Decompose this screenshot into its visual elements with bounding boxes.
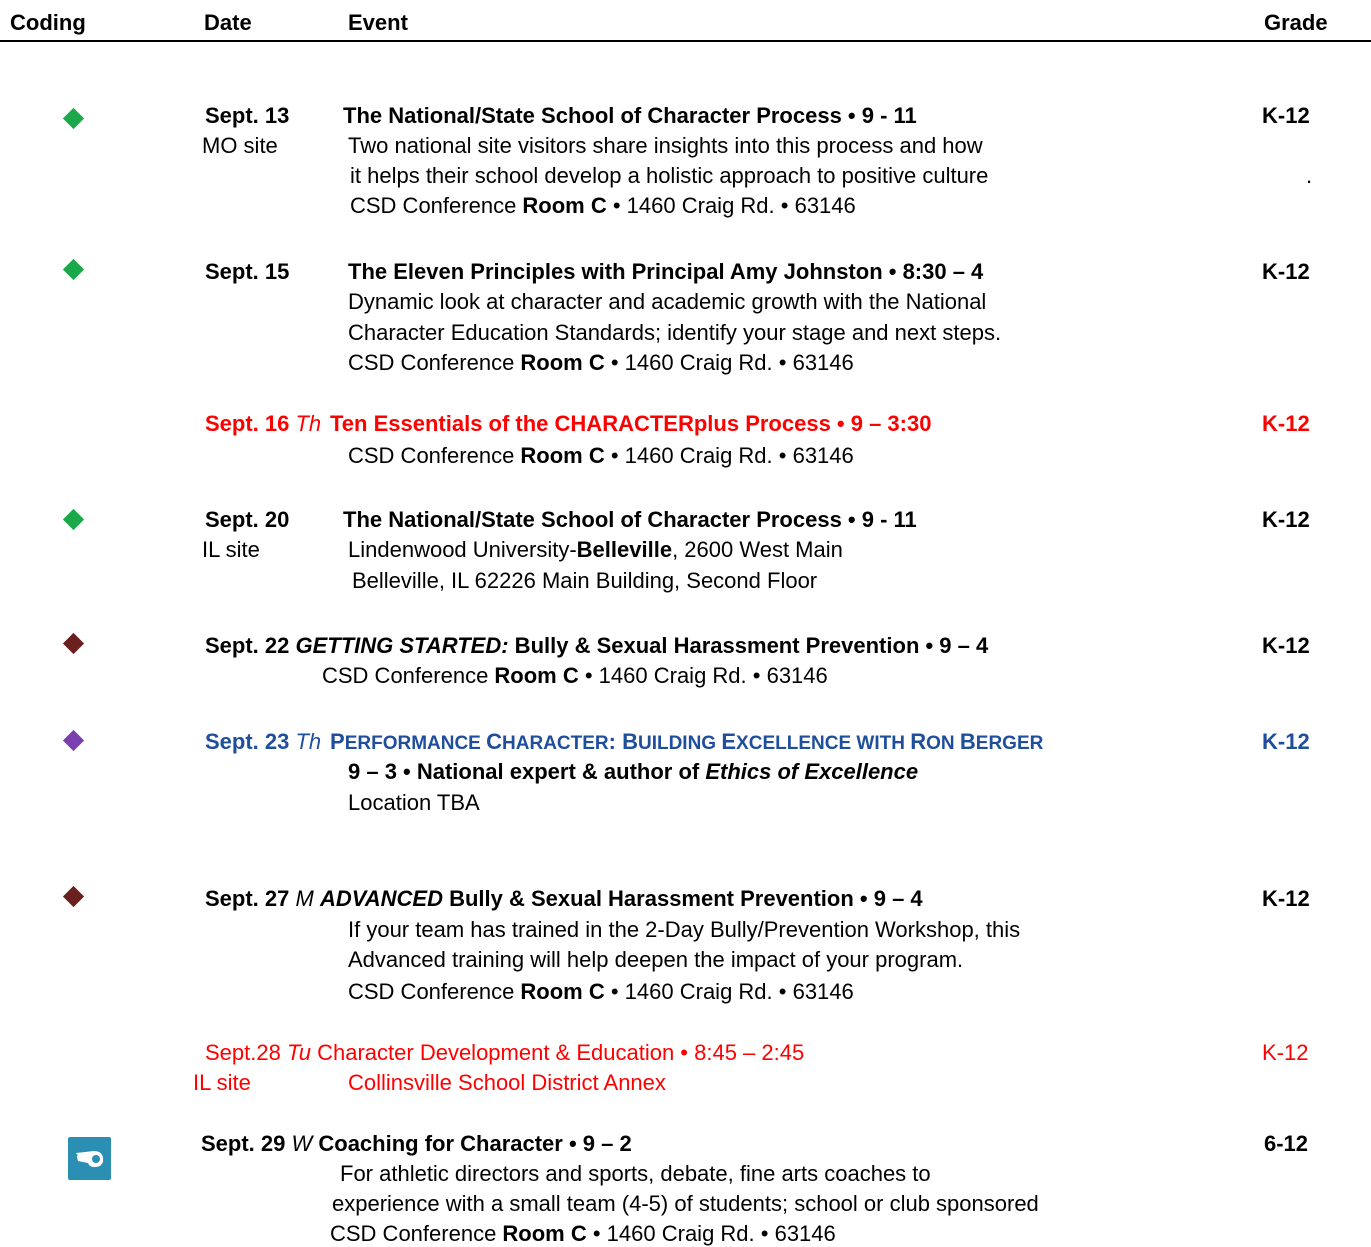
event-location: CSD Conference Room C • 1460 Craig Rd. • 63146 bbox=[348, 443, 854, 468]
event-description: Advanced training will help deepen the impact of your program. bbox=[348, 947, 964, 972]
event-grade: K-12 bbox=[1262, 507, 1310, 532]
event-title: Ten Essentials of the CHARACTERplus Process • 9 – 3:30 bbox=[330, 411, 932, 436]
event-date: Sept. 20 bbox=[205, 507, 290, 532]
event-title: Sept. 22 GETTING STARTED: Bully & Sexual Harassment Prevention • 9 – 4 bbox=[205, 633, 989, 658]
event-location: CSD Conference Room C • 1460 Craig Rd. • 63146 bbox=[322, 663, 828, 688]
purple-diamond-icon bbox=[63, 730, 84, 751]
header-coding: Coding bbox=[10, 10, 86, 35]
event-title: Sept. 29 W Coaching for Character • 9 – 2 bbox=[201, 1131, 632, 1156]
event-title: Sept. 27 M ADVANCED Bully & Sexual Harassment Prevention • 9 – 4 bbox=[205, 886, 923, 911]
event-location: Collinsville School District Annex bbox=[348, 1070, 666, 1095]
event-description: Two national site visitors share insights into this process and how bbox=[348, 133, 983, 158]
event-grade: K-12 bbox=[1262, 886, 1310, 911]
event-grade: K-12 bbox=[1262, 729, 1310, 754]
event-description: If your team has trained in the 2-Day Bully/Prevention Workshop, this bbox=[348, 917, 1021, 942]
event-site: IL site bbox=[193, 1070, 251, 1095]
event-description: Dynamic look at character and academic growth with the National bbox=[348, 289, 987, 314]
event-description: Character Education Standards; identify your stage and next steps. bbox=[348, 320, 1002, 345]
event-location: CSD Conference Room C • 1460 Craig Rd. • 63146 bbox=[330, 1221, 836, 1246]
event-title: The Eleven Principles with Principal Amy Johnston • 8:30 – 4 bbox=[348, 259, 984, 284]
header-date: Date bbox=[204, 10, 252, 35]
event-site: IL site bbox=[202, 537, 260, 562]
maroon-diamond-icon bbox=[63, 633, 84, 654]
event-grade: K-12 bbox=[1262, 1040, 1309, 1065]
event-title: The National/State School of Character Process • 9 - 11 bbox=[343, 103, 917, 128]
event-description: experience with a small team (4-5) of students; school or club sponsored bbox=[332, 1191, 1039, 1216]
event-grade: K-12 bbox=[1262, 633, 1310, 658]
event-grade: K-12 bbox=[1262, 411, 1310, 436]
event-location: CSD Conference Room C • 1460 Craig Rd. • 63146 bbox=[348, 350, 854, 375]
event-site: MO site bbox=[202, 133, 278, 158]
event-title: The National/State School of Character Process • 9 - 11 bbox=[343, 507, 917, 532]
event-title: PERFORMANCE CHARACTER: BUILDING EXCELLENCE WITH RON BERGER bbox=[330, 729, 1044, 754]
event-grade: K-12 bbox=[1262, 259, 1310, 284]
event-grade: K-12 bbox=[1262, 103, 1310, 128]
event-date: Sept. 16 Th bbox=[205, 411, 322, 436]
green-diamond-icon bbox=[63, 108, 84, 129]
event-address: Belleville, IL 62226 Main Building, Second Floor bbox=[352, 568, 818, 593]
green-diamond-icon bbox=[63, 259, 84, 280]
header-rule bbox=[0, 40, 1371, 42]
whistle-icon bbox=[68, 1137, 111, 1180]
event-date: Sept. 23 Th bbox=[205, 729, 322, 754]
event-title: Sept.28 Tu Character Development & Education • 8:45 – 2:45 bbox=[205, 1040, 805, 1065]
event-description: For athletic directors and sports, debate, fine arts coaches to bbox=[340, 1161, 931, 1186]
header-grade: Grade bbox=[1264, 10, 1328, 35]
header-event: Event bbox=[348, 10, 408, 35]
event-description: it helps their school develop a holistic approach to positive culture bbox=[350, 163, 989, 188]
event-grade: 6-12 bbox=[1264, 1131, 1309, 1156]
event-subtitle: 9 – 3 • National expert & author of Ethics of Excellence bbox=[348, 759, 919, 784]
event-location: CSD Conference Room C • 1460 Craig Rd. • 63146 bbox=[350, 193, 856, 218]
event-grade-dot: . bbox=[1306, 163, 1313, 188]
event-location: Location TBA bbox=[348, 790, 480, 815]
maroon-diamond-icon bbox=[63, 886, 84, 907]
event-date: Sept. 13 bbox=[205, 103, 290, 128]
event-address: Lindenwood University-Belleville, 2600 West Main bbox=[348, 537, 843, 562]
event-date: Sept. 15 bbox=[205, 259, 290, 284]
green-diamond-icon bbox=[63, 509, 84, 530]
event-location: CSD Conference Room C • 1460 Craig Rd. • 63146 bbox=[348, 979, 854, 1004]
